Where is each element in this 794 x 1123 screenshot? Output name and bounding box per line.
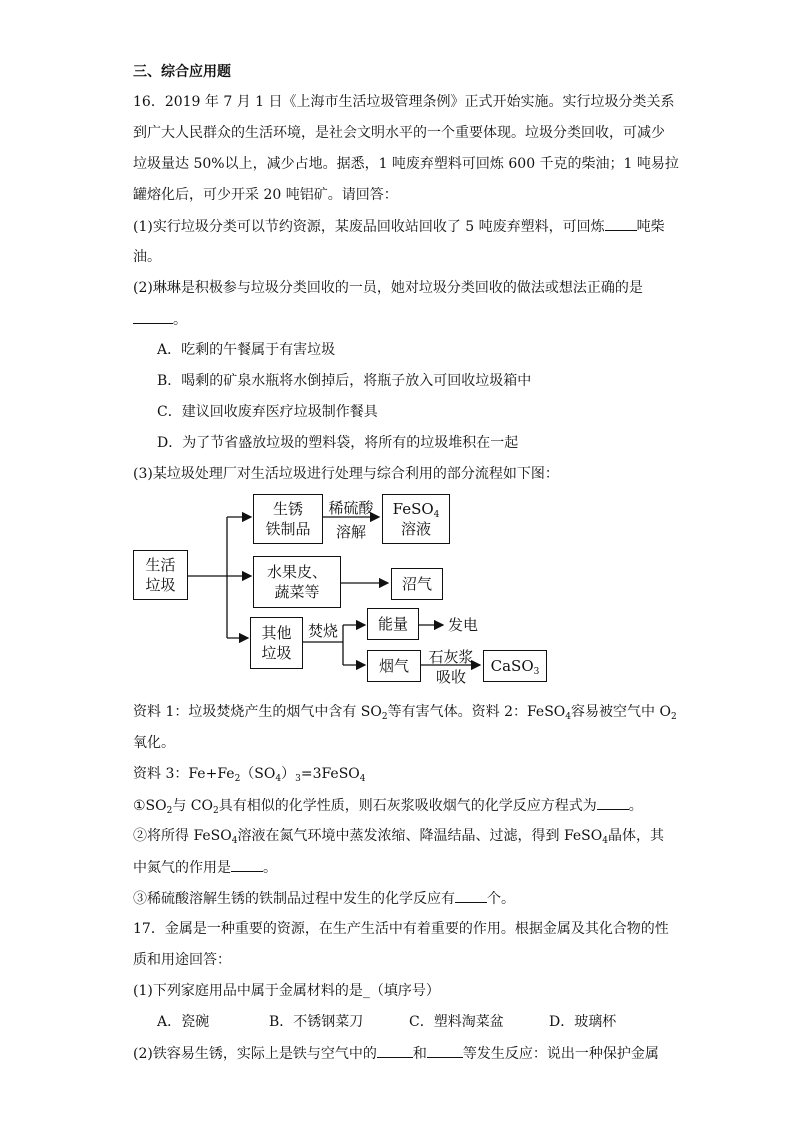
q16-part1-cont: 油。 — [133, 249, 161, 265]
rusty-iron-label-1: 生锈 — [272, 500, 303, 518]
q16-info-1: 资料 1：垃圾焚烧产生的烟气中含有 $SO_2$等有害气体。资料 2：FeSO$_4$容易被空气中 $O_2$ — [133, 704, 677, 722]
box-smoke — [367, 650, 421, 682]
q16-part1-unit: 吨柴 — [636, 219, 665, 235]
box-caso3 — [483, 650, 547, 682]
answer-blank[interactable] — [605, 216, 637, 231]
waste-flow-diagram — [133, 490, 553, 685]
box-rusty-iron — [253, 494, 323, 544]
q17-option-a: A．瓷碗 — [157, 1014, 210, 1030]
q16-part1 — [133, 216, 665, 237]
q16-info-3: 资料 3：$Fe+Fe_2(SO_4)_3=3FeSO_4$ — [133, 766, 366, 784]
q16-sub-1: $①SO_2$与 $CO_2$具有相似的化学性质，则石灰浆吸收烟气的化学反应方程式为 。 — [133, 795, 643, 816]
acid-label-1: 稀硫酸 — [328, 499, 374, 517]
household-waste-label-2: 垃圾 — [145, 576, 176, 594]
household-waste-label-1: 生活 — [145, 556, 176, 574]
q16-part3: (3)某垃圾处理厂对生活垃圾进行处理与综合利用的部分流程如下图： — [133, 466, 559, 482]
energy-label: 能量 — [377, 615, 408, 633]
q16-intro-line-1: 16．2019 年 7 月 1 日《上海市生活垃圾管理条例》正式开始实施。实行垃圾分类关系 — [133, 94, 675, 110]
answer-blank[interactable] — [377, 1043, 413, 1058]
feso4-formula: FeSO$_4$ — [392, 500, 440, 520]
q17-part1: (1)下列家庭用品中属于金属材料的是_（填序号） — [133, 983, 440, 999]
box-feso4-solution — [382, 494, 450, 544]
lime-label-2: 吸收 — [435, 668, 466, 686]
q17-intro-line-1: 17．金属是一种重要的资源，在生产生活中有着重要的作用。根据金属及其化合物的性 — [133, 921, 669, 937]
q16-part1-text: (1)实行垃圾分类可以节约资源，某废品回收站回收了 5 吨废弃塑料，可回炼 — [133, 219, 605, 235]
q16-info-1-cont: 氧化。 — [133, 735, 175, 751]
q16-option-c: C．建议回收废弃医疗垃圾制作餐具 — [157, 404, 378, 420]
q16-part2-blank-line — [133, 309, 187, 330]
feso4-label-2: 溶液 — [400, 520, 431, 538]
power-label: 发电 — [447, 616, 478, 634]
caso3-formula: CaSO$_3$ — [490, 657, 540, 677]
answer-blank[interactable] — [427, 1043, 463, 1058]
answer-blank[interactable] — [455, 888, 487, 903]
answer-blank[interactable] — [597, 795, 629, 810]
box-fruit-vegetable — [253, 556, 341, 608]
box-energy — [367, 608, 419, 640]
smoke-label: 烟气 — [378, 657, 409, 675]
q16-sub-3: ③稀硫酸溶解生锈的铁制品过程中发生的化学反应有 个。 — [133, 888, 515, 909]
q16-option-a: A．吃剩的午餐属于有害垃圾 — [157, 342, 336, 358]
q16-sub-2: ②将所得 FeSO$_4$溶液在氮气环境中蒸发浓缩、降温结晶、过滤，得到 FeSO$_4$晶体，其 — [133, 828, 664, 846]
q17-intro-line-2: 质和用途回答： — [133, 952, 231, 968]
q16-option-d: D．为了节省盛放垃圾的塑料袋，将所有的垃圾堆积在一起 — [157, 435, 519, 451]
q16-intro-line-3: 垃圾量达 50%以上，减少占地。据悉，1 吨废弃塑料可回炼 600 千克的柴油；1 吨易拉 — [133, 156, 679, 172]
rusty-iron-label-2: 铁制品 — [265, 520, 311, 538]
q16-sub-2-cont: 中氮气的作用是 。 — [133, 857, 277, 878]
box-household-waste — [133, 550, 188, 600]
lime-label-1: 石灰浆 — [428, 648, 474, 666]
biogas-label: 沼气 — [401, 575, 432, 593]
box-other-waste — [250, 617, 303, 669]
answer-blank[interactable] — [133, 309, 173, 324]
q16-option-b: B．喝剩的矿泉水瓶将水倒掉后，将瓶子放入可回收垃圾箱中 — [157, 373, 532, 389]
q16-part2: (2)琳琳是积极参与垃圾分类回收的一员，她对垃圾分类回收的做法或想法正确的是 — [133, 280, 643, 296]
q16-intro-line-4: 罐熔化后，可少开采 20 吨铝矿。请回答： — [133, 187, 398, 203]
section-title: 三、综合应用题 — [133, 64, 231, 80]
acid-label-2: 溶解 — [335, 523, 366, 541]
answer-blank[interactable] — [231, 857, 263, 872]
q17-option-c: C．塑料淘菜盆 — [409, 1014, 504, 1030]
q17-options — [157, 1012, 616, 1032]
q17-option-d: D．玻璃杯 — [549, 1014, 617, 1030]
q16-part2-end: 。 — [173, 312, 187, 328]
q17-part2: (2)铁容易生锈，实际上是铁与空气中的 和 等发生反应：说出一种保护金属 — [133, 1043, 659, 1064]
fruit-label-1: 水果皮、 — [266, 563, 327, 581]
burn-label: 焚烧 — [307, 622, 338, 640]
q17-option-b: B．不锈钢菜刀 — [269, 1014, 364, 1030]
box-biogas — [391, 568, 443, 600]
other-waste-label-1: 其他 — [261, 624, 292, 642]
q16-intro-line-2: 到广大人民群众的生活环境，是社会文明水平的一个重要体现。垃圾分类回收，可减少 — [133, 125, 665, 141]
other-waste-label-2: 垃圾 — [261, 644, 292, 662]
fruit-label-2: 蔬菜等 — [274, 583, 320, 601]
